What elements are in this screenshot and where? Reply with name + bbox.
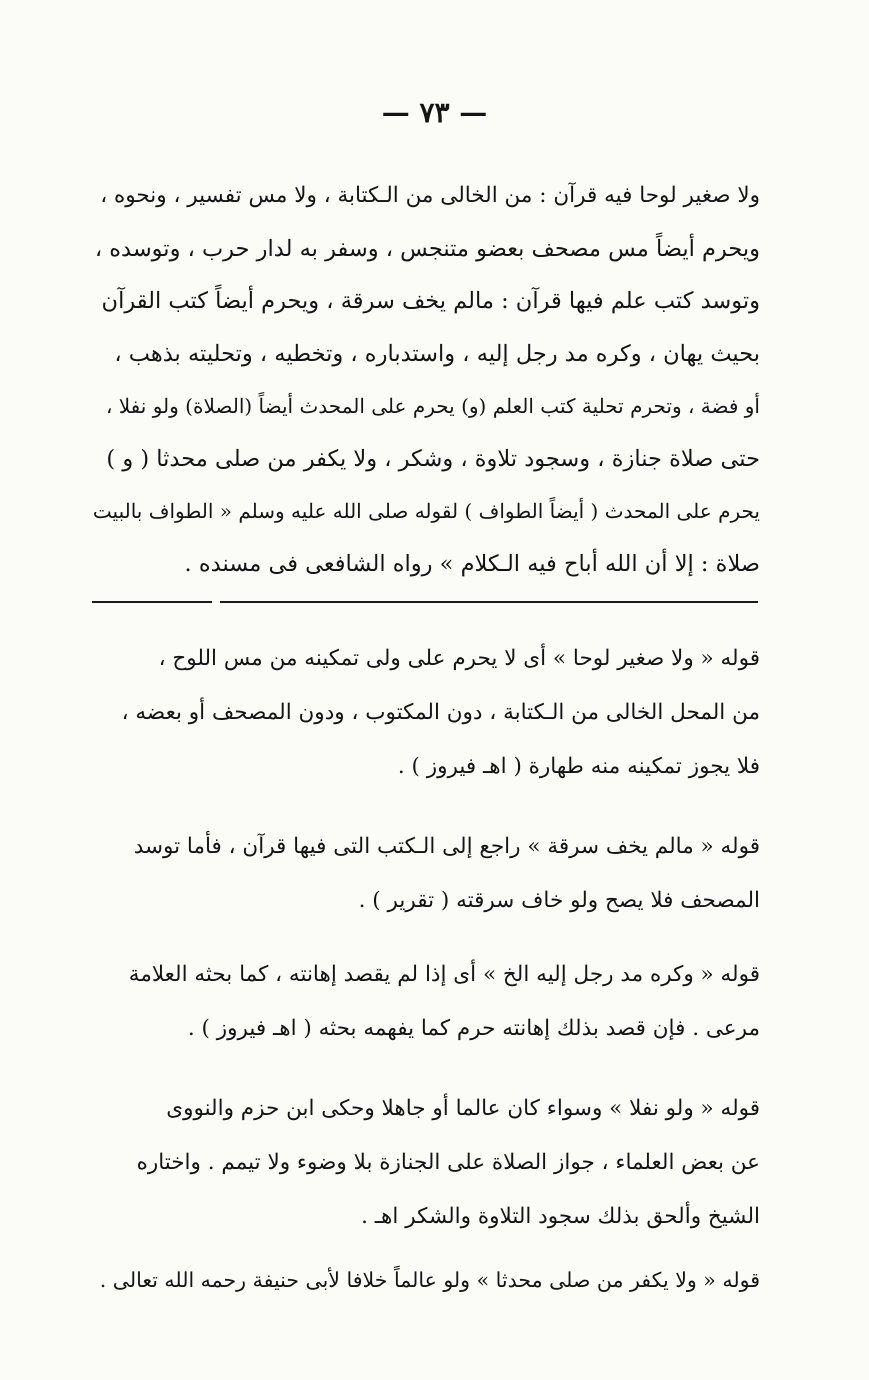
commentary-line: قوله « ولا يكفر من صلى محدثا » ولو عالماً خلافا لأبى حنيفة رحمه الله تعالى .	[99, 1268, 760, 1292]
commentary-block	[92, 948, 760, 1056]
main-text-line: بحيث يهان ، وكره مد رجل إليه ، واستدباره ، وتخطيه ، وتحليته بذهب ،	[114, 340, 760, 367]
page-number: — ٧٣ —	[381, 96, 488, 129]
main-text-line: وتوسد كتب علم فيها قرآن : مالم يخف سرقة ، ويحرم أيضاً كتب القرآن	[101, 288, 760, 314]
commentary-line: قوله « ولو نفلا » وسواء كان عالما أو جاهلا وحكى ابن حزم والنووى	[166, 1096, 760, 1121]
main-text-line: يحرم على المحدث ( أيضاً الطواف ) لقوله صلى الله عليه وسلم « الطواف بالبيت	[92, 499, 760, 523]
commentary-block	[92, 1082, 760, 1244]
commentary-block	[92, 820, 760, 928]
commentary-line: من المحل الخالى من الـكتابة ، دون المكتوب ، ودون المصحف أو بعضه ،	[121, 700, 760, 725]
main-text-line: حتى صلاة جنازة ، وسجود تلاوة ، وشكر ، ولا يكفر من صلى محدثا ( و )	[106, 445, 760, 472]
footnote-divider-short	[92, 601, 212, 603]
commentary-line: مرعى . فإن قصد بذلك إهانته حرم كما يفهمه بحثه ( اهـ فيروز ) .	[187, 1016, 760, 1041]
commentary-block	[92, 632, 760, 794]
commentary-line: فلا يجوز تمكينه منه طهارة ( اهـ فيروز ) .	[397, 754, 760, 779]
main-text	[92, 170, 760, 590]
main-text-line: ويحرم أيضاً مس مصحف بعضو متنجس ، وسفر به لدار حرب ، وتوسده ،	[94, 235, 760, 262]
commentary-line: قوله « مالم يخف سرقة » راجع إلى الـكتب التى فيها قرآن ، فأما توسد	[133, 834, 760, 859]
commentary-line: قوله « ولا صغير لوحا » أى لا يحرم على ولى تمكينه من مس اللوح ،	[158, 646, 760, 671]
main-text-line: ولا صغير لوحا فيه قرآن : من الخالى من الـكتابة ، ولا مس تفسير ، ونحوه ،	[100, 183, 760, 208]
commentary-line: المصحف فلا يصح ولو خاف سرقته ( تقرير ) .	[358, 888, 760, 913]
main-text-line: أو فضة ، وتحرم تحلية كتب العلم (و) يحرم على المحدث أيضاً (الصلاة) ولو نفلا ،	[105, 394, 760, 418]
commentary-line: عن بعض العلماء ، جواز الصلاة على الجنازة بلا وضوء ولا تيمم . واختاره	[136, 1150, 760, 1175]
footnote-divider-long	[220, 601, 758, 603]
main-text-line: صلاة : إلا أن الله أباح فيه الـكلام » رواه الشافعى فى مسنده .	[184, 550, 760, 577]
commentary-line: الشيخ وألحق بذلك سجود التلاوة والشكر اهـ .	[361, 1204, 760, 1229]
commentary-block	[92, 1253, 760, 1307]
commentary-line: قوله « وكره مد رجل إليه الخ » أى إذا لم يقصد إهانته ، كما بحثه العلامة	[128, 962, 760, 987]
